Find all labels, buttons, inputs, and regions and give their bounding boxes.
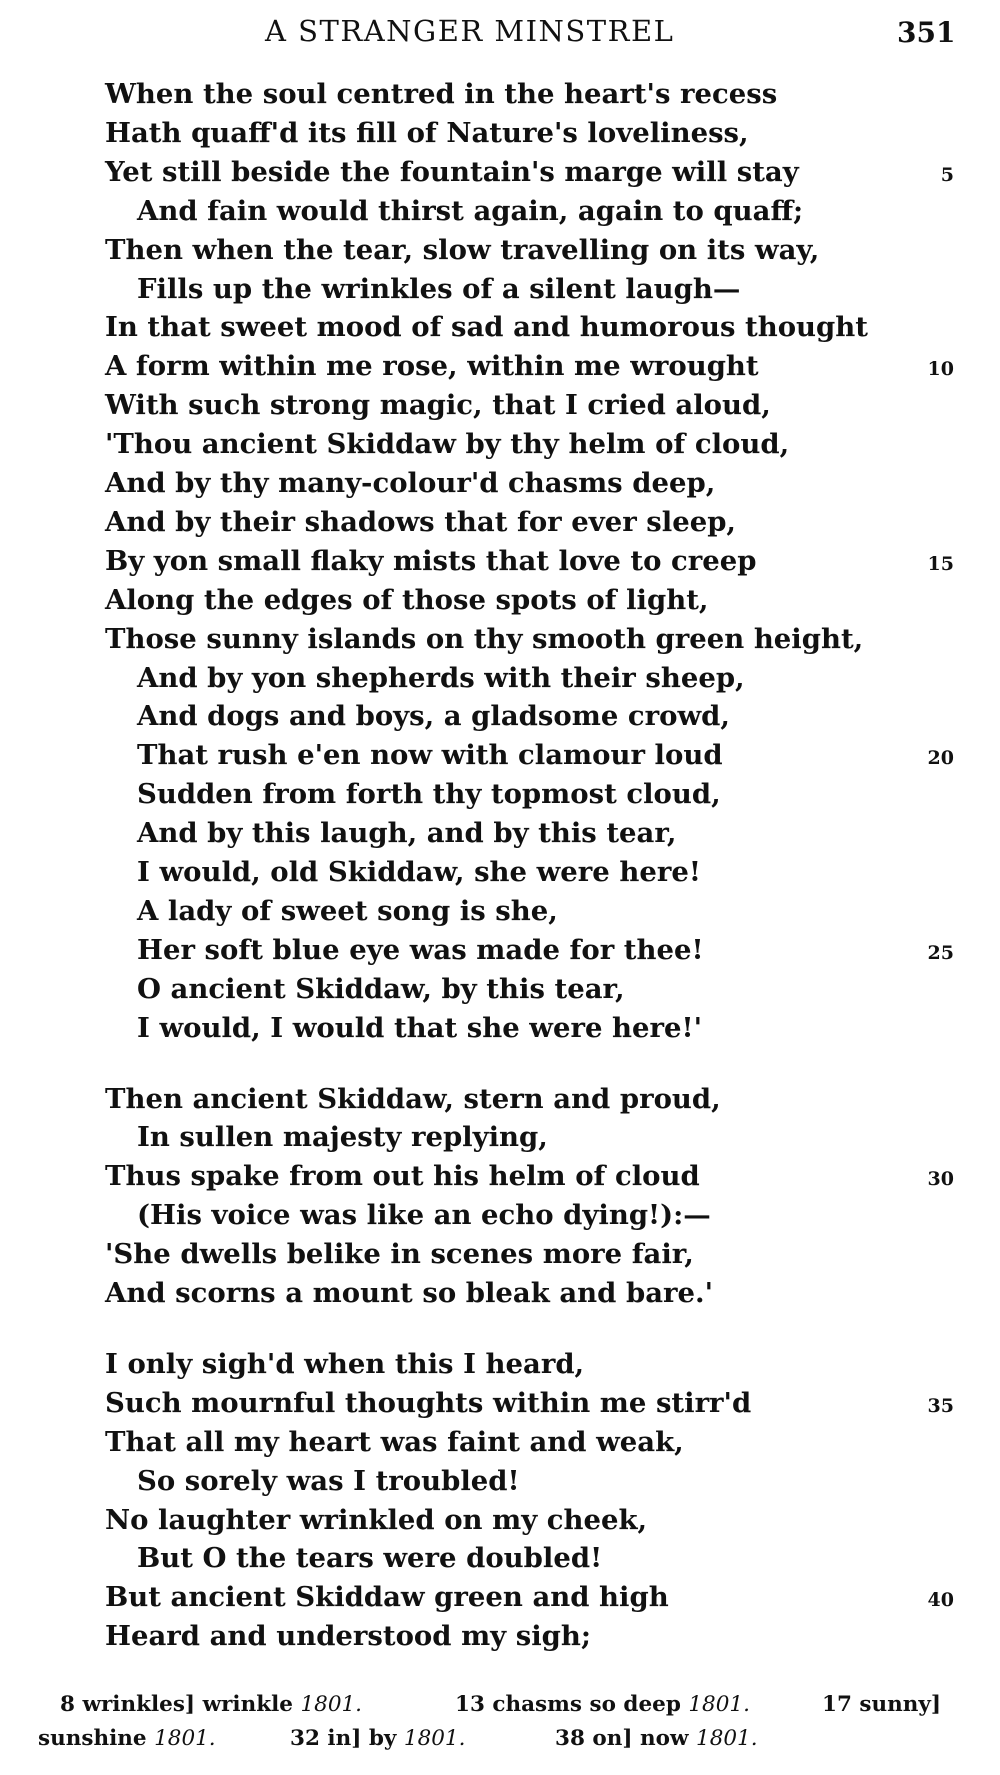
poem-line: O ancient Skiddaw, by this tear, xyxy=(137,972,625,1005)
poem-line: Her soft blue eye was made for thee! xyxy=(137,933,704,966)
footnote-edition: 1801. xyxy=(300,1692,363,1717)
poem-line: With such strong magic, that I cried aloud, xyxy=(105,389,771,422)
footnote-lemma: 13 chasms so deep xyxy=(455,1692,681,1717)
poem-line: 'Thou ancient Skiddaw by thy helm of cloud, xyxy=(105,428,790,461)
poem-line: A lady of sweet song is she, xyxy=(137,894,558,927)
footnote xyxy=(822,1692,941,1717)
poem-line: That all my heart was faint and weak, xyxy=(105,1425,684,1458)
poem-line: Along the edges of those spots of light, xyxy=(105,583,709,616)
footnote-lemma: 8 wrinkles] wrinkle xyxy=(60,1692,293,1717)
poem-line: But O the tears were doubled! xyxy=(137,1542,603,1575)
poem-line: I only sigh'd when this I heard, xyxy=(105,1347,585,1380)
poem-line: Then when the tear, slow travelling on its way, xyxy=(105,233,820,266)
poem-line: Sudden from forth thy topmost cloud, xyxy=(137,778,721,811)
poem-line: And dogs and boys, a gladsome crowd, xyxy=(137,700,730,733)
poem-line: In that sweet mood of sad and humorous thought xyxy=(105,311,868,344)
poem-line: Fills up the wrinkles of a silent laugh— xyxy=(137,272,741,305)
line-number: 30 xyxy=(927,1168,954,1191)
line-number: 15 xyxy=(927,552,954,575)
line-number: 25 xyxy=(927,941,954,964)
poem-line: Hath quaff'd its fill of Nature's loveliness, xyxy=(105,116,749,149)
line-number: 5 xyxy=(940,163,954,186)
line-number: 10 xyxy=(927,358,954,381)
poem-line: And by their shadows that for ever sleep, xyxy=(105,505,736,538)
footnote-edition: 1801. xyxy=(154,1726,216,1751)
poem-line: (His voice was like an echo dying!):— xyxy=(137,1199,711,1232)
footnote xyxy=(290,1726,465,1751)
poem-line: Heard and understood my sigh; xyxy=(105,1620,592,1653)
poem-line: And by yon shepherds with their sheep, xyxy=(137,661,745,694)
line-number: 40 xyxy=(927,1589,954,1612)
page-number: 351 xyxy=(897,16,956,49)
poem-line: Those sunny islands on thy smooth green height, xyxy=(105,622,864,655)
footnote xyxy=(555,1726,758,1751)
poem-line: I would, I would that she were here!' xyxy=(137,1011,702,1044)
poem-line: I would, old Skiddaw, she were here! xyxy=(137,856,701,888)
footnote-lemma: 17 sunny] xyxy=(822,1692,942,1717)
line-number: 35 xyxy=(927,1394,954,1417)
footnote-lemma: 32 in] by xyxy=(290,1726,397,1751)
poem-line: Yet still beside the fountain's marge will stay xyxy=(105,155,799,188)
footnote xyxy=(60,1692,362,1717)
poem-line: And by thy many-colour'd chasms deep, xyxy=(105,467,716,499)
poem-line: Thus spake from out his helm of cloud xyxy=(105,1160,700,1193)
poem-line: And by this laugh, and by this tear, xyxy=(137,817,677,850)
poem-line: A form within me rose, within me wrought xyxy=(105,350,759,383)
poem-line: And scorns a mount so bleak and bare.' xyxy=(105,1277,713,1309)
footnote-edition: 1801. xyxy=(688,1692,750,1717)
footnote-lemma: sunshine xyxy=(38,1726,147,1751)
poem-line: Then ancient Skiddaw, stern and proud, xyxy=(105,1082,721,1115)
poem-line: But ancient Skiddaw green and high xyxy=(105,1581,669,1614)
poem-line: By yon small flaky mists that love to creep xyxy=(105,544,757,577)
line-number: 20 xyxy=(927,747,954,770)
poem-line: Such mournful thoughts within me stirr'd xyxy=(105,1386,752,1419)
poem-line: And fain would thirst again, again to quaff; xyxy=(137,194,804,227)
page-header xyxy=(0,14,1000,54)
footnote-edition: 1801. xyxy=(403,1726,466,1751)
poem-line: That rush e'en now with clamour loud xyxy=(137,739,723,772)
poem-line: When the soul centred in the heart's recess xyxy=(105,78,778,110)
footnote-edition: 1801. xyxy=(696,1726,758,1751)
running-title: A STRANGER MINSTREL xyxy=(265,14,675,48)
footnote xyxy=(38,1726,216,1751)
poem-line: No laughter wrinkled on my cheek, xyxy=(105,1503,648,1536)
footnote-lemma: 38 on] now xyxy=(555,1726,689,1751)
poem-line: So sorely was I troubled! xyxy=(137,1464,520,1497)
footnote xyxy=(455,1692,750,1717)
poem-line: In sullen majesty replying, xyxy=(137,1121,548,1154)
poem-line: 'She dwells belike in scenes more fair, xyxy=(105,1238,694,1271)
